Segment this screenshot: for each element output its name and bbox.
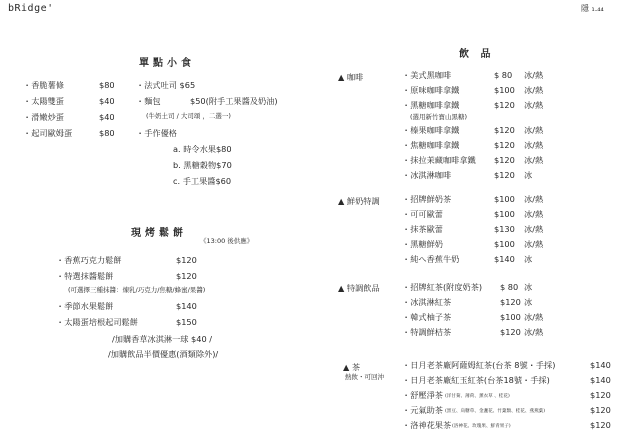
drink-price: $120 xyxy=(500,327,521,337)
dessert-option: c. 手工果醬$60 xyxy=(173,176,232,186)
milk-label: ▲ 鮮奶特調 xyxy=(338,196,380,206)
drink-temp: 冰/熱 xyxy=(524,85,544,95)
drink-name: ・純へ香蕉牛奶 xyxy=(402,254,460,264)
drink-ingredients: (黑豆、烏糖草、金盞花、竹葉類、桂花、燕燕葉) xyxy=(445,409,546,414)
drink-temp: 冰/熱 xyxy=(524,125,544,135)
drink-name: ・招牌鮮奶茶 xyxy=(402,194,452,204)
drink-price: $100 xyxy=(494,209,515,219)
drink-name: ・韓式柚子茶 xyxy=(402,312,452,322)
spread-note: (可選擇三種抹醬：煉乳/巧克力/焦糖/蜂蜜/果醬) xyxy=(68,286,206,294)
page-number: 隱 ₁.₄₄ xyxy=(581,4,604,13)
tea-label: ▲ 茶 xyxy=(343,362,361,372)
drink-item xyxy=(402,155,582,169)
drink-item xyxy=(402,282,582,296)
coffee-label: ▲ 咖啡 xyxy=(338,72,364,82)
dessert-option: a. 時令水果$80 xyxy=(173,144,232,154)
drink-temp: 冰/熱 xyxy=(524,209,544,219)
drink-price: $120 xyxy=(494,125,515,135)
pancake-title: 現烤鬆餅 xyxy=(131,228,187,239)
snack-item: ・太陽雙蛋 $40 xyxy=(23,96,115,106)
drink-price: $120 xyxy=(494,155,515,165)
dessert-option: b. 黑糖穀物$70 xyxy=(173,160,232,170)
drink-name: ・冰淇淋紅茶 xyxy=(402,297,452,307)
pancake-item: ・季節水果鬆餅 $140 xyxy=(56,301,197,311)
tea-list xyxy=(402,360,617,434)
drink-item xyxy=(402,405,617,419)
drink-temp: 冰/熱 xyxy=(524,140,544,150)
drink-name: ・黑糖咖啡拿鐵 xyxy=(402,100,460,110)
drink-item xyxy=(402,254,582,268)
drink-temp: 冰/熱 xyxy=(524,100,544,110)
drink-ingredients: (洛神花、玫瑰果、鮮青果子) xyxy=(452,424,511,429)
coffee-list xyxy=(402,70,582,180)
pancake-item: ・香蕉巧克力鬆餅 $120 xyxy=(56,255,197,265)
drink-temp: 冰 xyxy=(524,170,533,180)
pancake-note: 《13:00 後供應》 xyxy=(200,237,254,245)
drink-name: ・可可歐蕾 xyxy=(402,209,443,219)
drink-price: $120 xyxy=(494,140,515,150)
dessert-item: ・手作優格 xyxy=(136,128,177,138)
drink-item xyxy=(402,224,582,238)
coffee-note: (選用新竹寶山黑糖) xyxy=(410,113,468,121)
drink-price: $100 xyxy=(494,239,515,249)
drink-name: ・黑糖鮮奶 xyxy=(402,239,443,249)
toast-item: ・法式吐司 $65 xyxy=(136,80,196,90)
drink-name: ・日月老茶廠紅玉紅茶(台茶18號・手採) xyxy=(402,375,550,385)
drink-price: $130 xyxy=(494,224,515,234)
drink-temp: 冰/熱 xyxy=(524,239,544,249)
drink-temp: 冰/熱 xyxy=(524,70,544,80)
drink-item xyxy=(402,70,582,84)
drink-name: ・榛果咖啡拿鐵 xyxy=(402,125,460,135)
drink-temp: 冰 xyxy=(524,297,533,307)
drink-item xyxy=(402,360,617,374)
drink-name: ・抹拉茉藏咖啡拿鐵 xyxy=(402,155,476,165)
addon-note: /加購飲品半價優惠(酒類除外)/ xyxy=(108,349,219,359)
drink-item xyxy=(402,327,582,341)
drink-price: $140 xyxy=(590,375,611,385)
drink-temp: 冰/熱 xyxy=(524,194,544,204)
drink-price: $120 xyxy=(494,100,515,110)
drink-price: $ 80 xyxy=(494,70,513,80)
drink-item xyxy=(402,375,617,389)
drink-price: $100 xyxy=(494,194,515,204)
drink-item xyxy=(402,100,582,114)
drink-item xyxy=(402,209,582,223)
drink-price: $120 xyxy=(590,420,611,430)
drink-temp: 冰/熱 xyxy=(524,155,544,165)
pancake-item: ・特選抹醬鬆餅 $120 xyxy=(56,271,197,281)
drink-price: $ 80 xyxy=(500,282,519,292)
drink-ingredients: (洋甘菊、薄荷、薰衣草 、桂花) xyxy=(445,394,510,399)
drink-price: $140 xyxy=(590,360,611,370)
drink-name: ・元氣助茶 xyxy=(402,405,443,415)
drink-price: $100 xyxy=(500,312,521,322)
drink-temp: 冰 xyxy=(524,282,533,292)
drink-name: ・抹茶歐蕾 xyxy=(402,224,443,234)
drink-price: $120 xyxy=(494,170,515,180)
drink-name: ・特調鮮桔茶 xyxy=(402,327,452,337)
special-list xyxy=(402,282,582,346)
drink-name: ・原味咖啡拿鐵 xyxy=(402,85,460,95)
drink-price: $120 xyxy=(590,405,611,415)
drink-name: ・冰淇淋咖啡 xyxy=(402,170,452,180)
addon-note: /加購香草冰淇淋一球 $40 / xyxy=(112,334,213,344)
drink-item xyxy=(402,239,582,253)
drink-item xyxy=(402,194,582,208)
milk-list xyxy=(402,194,582,274)
drink-item xyxy=(402,420,617,434)
snacks-title: 單點小食 xyxy=(139,58,195,69)
tea-sub: 熱飲・可回沖 xyxy=(345,373,384,381)
drink-item xyxy=(402,390,617,404)
snack-item: ・起司歐姆蛋 $80 xyxy=(23,128,115,138)
drink-temp: 冰 xyxy=(524,254,533,264)
brand-logo: bRidge' xyxy=(8,3,54,14)
drink-item xyxy=(402,297,582,311)
drink-price: $120 xyxy=(500,297,521,307)
bread-options: (牛奶土司 / 大司頌 ，二選一) xyxy=(146,112,231,120)
special-label: ▲ 特調飲品 xyxy=(338,283,380,293)
drink-item xyxy=(402,125,582,139)
drink-name: ・焦糖咖啡拿鐵 xyxy=(402,140,460,150)
drink-price: $120 xyxy=(590,390,611,400)
drinks-title: 飲 品 xyxy=(459,49,495,60)
drink-item xyxy=(402,85,582,99)
drink-name: ・美式黑咖啡 xyxy=(402,70,452,80)
drink-item xyxy=(402,312,582,326)
snack-item: ・香脆薯條 $80 xyxy=(23,80,115,90)
drink-temp: 冰/熱 xyxy=(524,224,544,234)
drink-name: ・洛神花果茶 xyxy=(402,420,452,430)
drink-price: $140 xyxy=(494,254,515,264)
drink-name: ・招牌紅茶(附度奶茶) xyxy=(402,282,483,292)
drink-temp: 冰/熱 xyxy=(524,327,544,337)
pancake-item: ・太陽蛋培根起司鬆餅 $150 xyxy=(56,317,197,327)
drink-name: ・日月老茶廠阿薩姆紅茶(台茶 8號・手採) xyxy=(402,360,556,370)
bread-item: ・麵包 $50(附手工果醬及奶油) xyxy=(136,96,278,106)
drink-temp: 冰/熱 xyxy=(524,312,544,322)
drink-price: $100 xyxy=(494,85,515,95)
drink-item xyxy=(402,140,582,154)
drink-name: ・舒壓淨茶 xyxy=(402,390,443,400)
snack-item: ・滑嫩炒蛋 $40 xyxy=(23,112,115,122)
drink-item xyxy=(402,170,582,184)
